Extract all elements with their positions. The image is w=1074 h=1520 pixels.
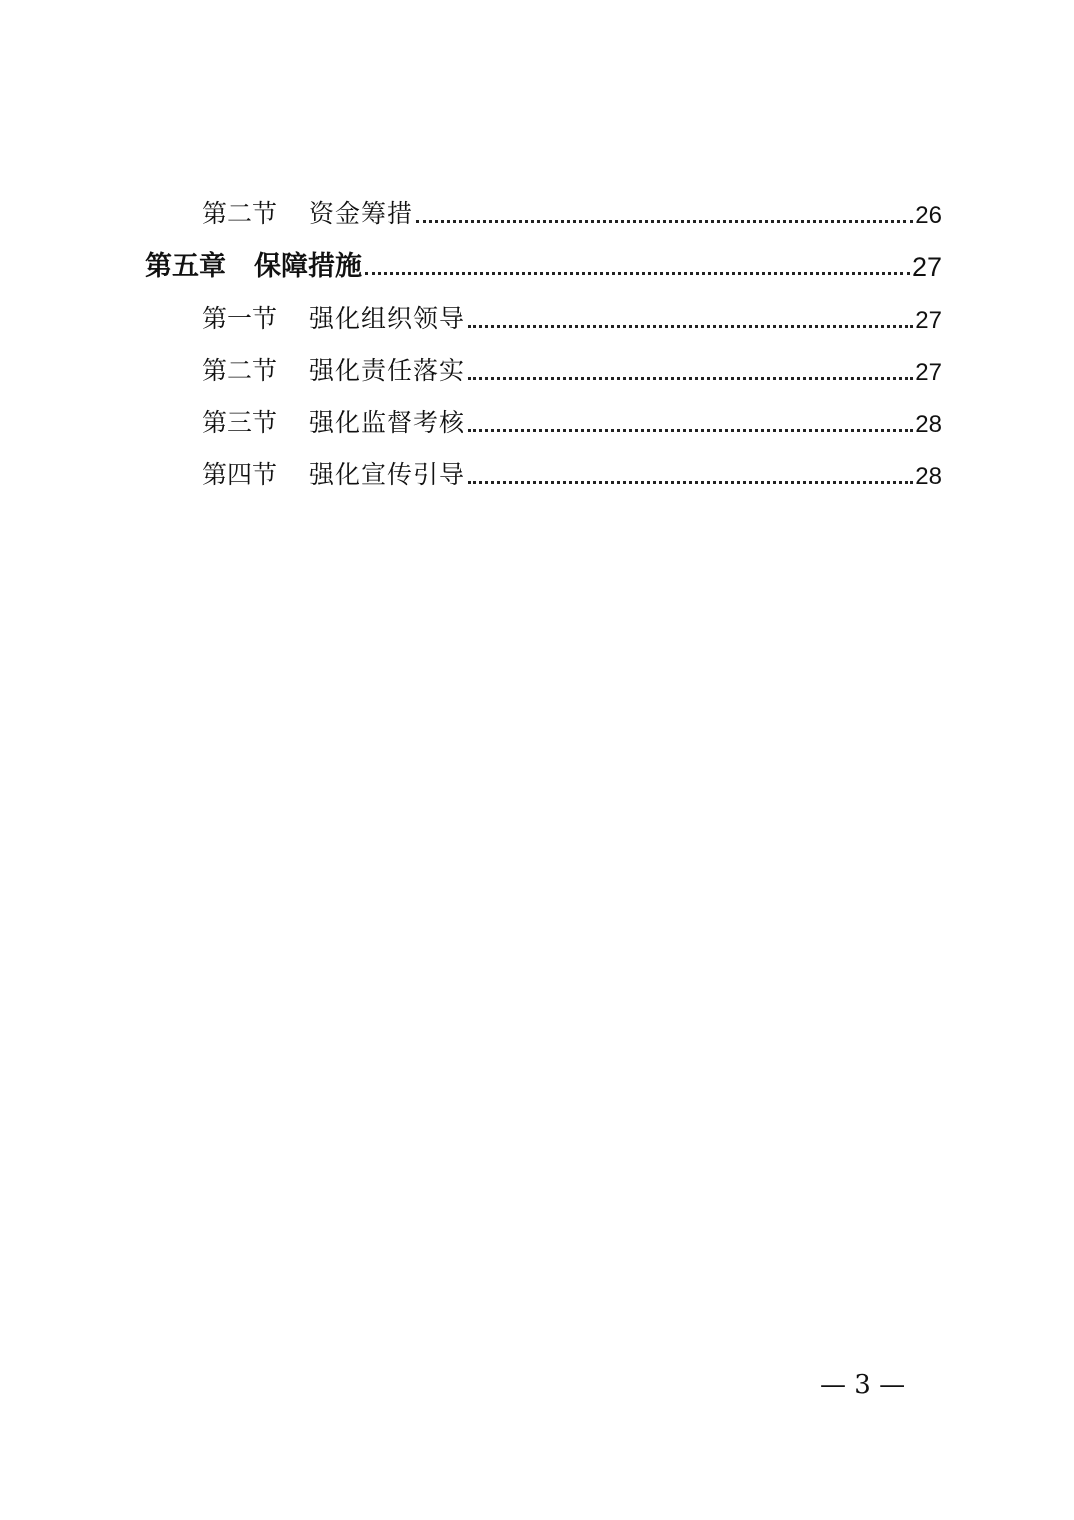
toc-entry-number: 第二节	[202, 356, 278, 385]
page-number: — 3 —	[820, 1370, 906, 1400]
toc-entry-page: 28	[915, 411, 942, 438]
toc-entry-page: 27	[911, 252, 942, 282]
toc-entry-title: 强化责任落实	[309, 356, 466, 385]
toc-entry-title: 保障措施	[254, 251, 362, 282]
toc-entry-page: 27	[915, 307, 942, 334]
toc-entry-number: 第四节	[202, 460, 278, 489]
toc-entry	[202, 457, 942, 491]
dot-leader	[468, 325, 913, 328]
toc-chapter-entry	[145, 247, 942, 283]
toc-entry	[202, 196, 942, 230]
toc-entry	[202, 405, 942, 439]
toc-entry-number: 第二节	[202, 199, 278, 228]
dot-leader	[468, 429, 913, 432]
toc-entry	[202, 353, 942, 387]
toc-entry-page: 27	[915, 359, 942, 386]
toc-entry-title: 强化组织领导	[309, 304, 466, 333]
toc-entry-title: 强化宣传引导	[309, 460, 466, 489]
toc-entry-page: 26	[915, 202, 942, 229]
toc-entry-number: 第一节	[202, 304, 278, 333]
dot-leader	[468, 377, 913, 380]
toc-entry-page: 28	[915, 463, 942, 490]
dot-leader	[468, 481, 913, 484]
toc-entry-title: 强化监督考核	[309, 408, 466, 437]
toc-entry-number: 第五章	[145, 251, 226, 282]
toc-entry	[202, 301, 942, 335]
toc-entry-title: 资金筹措	[309, 199, 414, 228]
dot-leader	[365, 272, 910, 275]
toc-entry-number: 第三节	[202, 408, 278, 437]
dot-leader	[416, 220, 913, 223]
